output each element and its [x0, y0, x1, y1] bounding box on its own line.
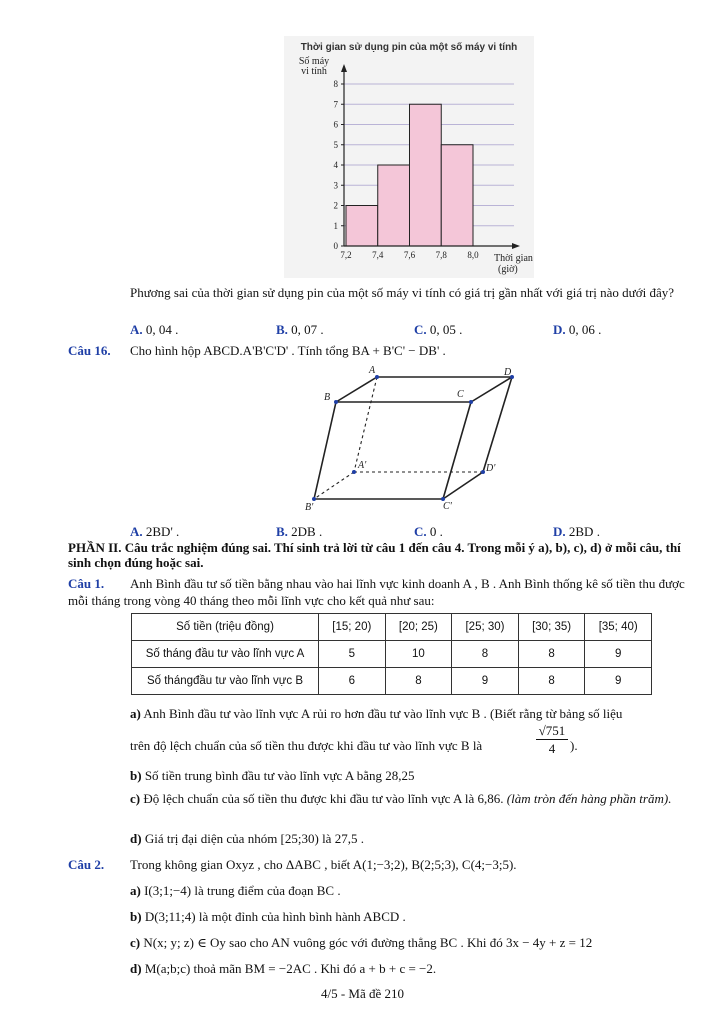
- vertex-label-b: B: [324, 392, 331, 403]
- table-cell: 8: [452, 641, 519, 668]
- option-label: B.: [276, 524, 288, 539]
- histogram-bar: [410, 104, 442, 246]
- table-cell: 10: [385, 641, 452, 668]
- table-cell: [15; 20): [319, 614, 386, 641]
- table-cell: 8: [518, 641, 585, 668]
- statement-label: d): [130, 831, 142, 846]
- fraction-denominator: 4: [548, 741, 556, 756]
- option-value: 2BD .: [568, 524, 600, 539]
- c1-statement-a-cont: [130, 737, 482, 754]
- statement-label: a): [130, 706, 141, 721]
- option-label: C.: [414, 322, 427, 337]
- fraction-numerator: √751: [536, 722, 568, 740]
- option-label: B.: [276, 322, 288, 337]
- option-label: A.: [130, 322, 143, 337]
- table-row: [132, 668, 652, 695]
- table-cell: 6: [319, 668, 386, 695]
- q16-text: Cho hình hộp ABCD.A'B'C'D' . Tính tổng BA + B'C' − DB' .: [130, 343, 446, 358]
- q16-option-c[interactable]: [414, 523, 443, 540]
- vertex-label-c: C: [457, 389, 464, 400]
- option-value: 0, 05 .: [429, 322, 463, 337]
- table-cell: 8: [385, 668, 452, 695]
- table-cell: 9: [585, 641, 652, 668]
- statement-text: D(3;11;4) là một đỉnh của hình bình hành ABCD .: [144, 909, 406, 924]
- c1-statement-b[interactable]: [130, 767, 415, 784]
- vertex-label-d: D: [504, 367, 512, 378]
- statement-label: d): [130, 961, 142, 976]
- statement-text: Giá trị đại diện của nhóm [25;30) là 27,5 .: [144, 831, 364, 846]
- q15-option-d[interactable]: [553, 321, 601, 338]
- c1-statement-a[interactable]: [130, 705, 695, 722]
- x-tick-label: 7,8: [435, 250, 447, 260]
- statement-note: (làm tròn đến hàng phần trăm).: [506, 791, 672, 806]
- chart-title: Thời gian sử dụng pin của một số máy vi tính: [300, 42, 518, 53]
- y-tick-label: 3: [333, 180, 338, 191]
- q15-option-c[interactable]: [414, 321, 462, 338]
- x-tick-label: 7,4: [372, 250, 384, 260]
- statement-text: Anh Bình đầu tư vào lĩnh vực A rủi ro hơn đầu tư vào lĩnh vực B . (Biết rằng từ bảng số liệu: [143, 706, 623, 721]
- option-value: 2BD' .: [145, 524, 180, 539]
- statement-text: Độ lệch chuẩn của số tiền thu được khi đầu tư vào lĩnh vực A là 6,86.: [143, 791, 504, 806]
- table-cell: Số tiền (triệu đồng): [132, 614, 319, 641]
- statement-label: a): [130, 883, 141, 898]
- histogram-bar: [441, 145, 473, 246]
- q16-label: Câu 16.: [68, 343, 111, 358]
- q15-option-a[interactable]: [130, 321, 178, 338]
- histogram-chart: [284, 36, 534, 278]
- table-cell: 8: [518, 668, 585, 695]
- table-cell: 5: [319, 641, 386, 668]
- x-tick-label: 8,0: [467, 250, 479, 260]
- option-value: 0, 06 .: [568, 322, 602, 337]
- statement-text: M(a;b;c) thoả mãn BM = −2AC . Khi đó a + b + c = −2.: [144, 961, 437, 976]
- table-cell: 9: [452, 668, 519, 695]
- c1-data-table: [131, 613, 652, 695]
- table-cell: Số thángđầu tư vào lĩnh vực B: [132, 668, 319, 695]
- option-label: D.: [553, 524, 566, 539]
- y-tick-label: 4: [333, 160, 338, 170]
- x-tick-label: 7,2: [340, 250, 352, 260]
- statement-text: Số tiền trung bình đầu tư vào lĩnh vực A bằng 28,25: [144, 768, 415, 783]
- fraction-close: ).: [570, 738, 578, 753]
- statement-text: N(x; y; z) ∈ Oy sao cho AN vuông góc với đường thẳng BC . Khi đó 3x − 4y + z = 12: [143, 935, 593, 950]
- vertex-label-d-prime: D': [486, 463, 496, 474]
- c2-statement-b[interactable]: [130, 908, 406, 925]
- table-cell: 9: [585, 668, 652, 695]
- option-label: D.: [553, 322, 566, 337]
- vertex-label-c-prime: C': [443, 501, 452, 512]
- table-cell: Số tháng đầu tư vào lĩnh vực A: [132, 641, 319, 668]
- option-label: A.: [130, 524, 143, 539]
- x-axis-label: Thời gian (giờ): [494, 253, 533, 275]
- y-tick-label: 5: [333, 139, 338, 150]
- table-cell: [35; 40): [585, 614, 652, 641]
- y-tick-label: 2: [333, 200, 338, 211]
- statement-label: b): [130, 909, 142, 924]
- c2-statement-a[interactable]: [130, 882, 341, 899]
- statement-text: trên độ lệch chuẩn của số tiền thu được khi đầu tư vào lĩnh vực B là: [130, 738, 483, 753]
- y-tick-label: 6: [333, 119, 338, 130]
- q15-text: Phương sai của thời gian sử dụng pin của một số máy vi tính có giá trị gần nhất với giá trị nào dưới đây?: [130, 285, 674, 300]
- c1-label: Câu 1.: [68, 576, 105, 591]
- statement-label: c): [130, 935, 141, 950]
- statement-text: I(3;1;−4) là trung điểm của đoạn BC .: [144, 883, 341, 898]
- y-tick-label: 8: [333, 79, 338, 89]
- histogram-bar: [346, 206, 378, 247]
- option-value: 0 .: [429, 524, 443, 539]
- y-tick-label: 0: [333, 241, 338, 251]
- option-value: 0, 04 .: [145, 322, 179, 337]
- c2-intro: Trong không gian Oxyz , cho ΔABC , biết A(1;−3;2), B(2;5;3), C(4;−3;5).: [130, 857, 517, 872]
- table-header-row: [132, 614, 652, 641]
- statement-label: c): [130, 791, 141, 806]
- page-footer: 4/5 - Mã đề 210: [320, 986, 405, 1001]
- q15-option-b[interactable]: [276, 321, 324, 338]
- vertex-label-a: A: [369, 365, 376, 376]
- table-cell: [20; 25): [385, 614, 452, 641]
- y-tick-label: 7: [333, 99, 338, 110]
- x-tick-label: 7,6: [403, 250, 416, 260]
- option-value: 0, 07 .: [291, 322, 324, 337]
- histogram-bar: [378, 165, 410, 246]
- statement-label: b): [130, 768, 142, 783]
- vertex-label-b-prime: B': [305, 502, 314, 513]
- y-axis-label: Số máy vi tính: [298, 56, 330, 77]
- part2-heading: PHẦN II. Câu trắc nghiệm đúng sai. Thí sinh trả lời từ câu 1 đến câu 4. Trong mỗi ý a), b), c), d) ở mỗi câu, thí sinh chọn đúng hoặc sai.: [68, 540, 681, 570]
- vertex-label-a-prime: A': [358, 460, 367, 471]
- option-label: C.: [414, 524, 427, 539]
- table-cell: [30; 35): [518, 614, 585, 641]
- table-row: [132, 641, 652, 668]
- parallelepiped-figure: [300, 360, 520, 520]
- q16-option-a[interactable]: [130, 523, 179, 540]
- c2-statement-c[interactable]: [130, 934, 700, 951]
- table-cell: [25; 30): [452, 614, 519, 641]
- y-tick-label: 1: [333, 220, 338, 231]
- sqrt-fraction: [536, 722, 568, 757]
- q16-option-b[interactable]: [276, 523, 322, 540]
- option-value: 2DB .: [291, 524, 323, 539]
- c2-statement-d[interactable]: [130, 960, 436, 977]
- c1-intro: Anh Bình đầu tư số tiền bằng nhau vào hai lĩnh vực kinh doanh A , B . Anh Bình thống kê số tiền thu được mỗi tháng trong vòng 40 tháng theo mỗi lĩnh vực cho kết quả như sau:: [68, 576, 685, 608]
- c2-label: Câu 2.: [68, 857, 105, 872]
- c1-statement-c[interactable]: [130, 790, 695, 807]
- c1-statement-d[interactable]: [130, 830, 364, 847]
- q16-option-d[interactable]: [553, 523, 600, 540]
